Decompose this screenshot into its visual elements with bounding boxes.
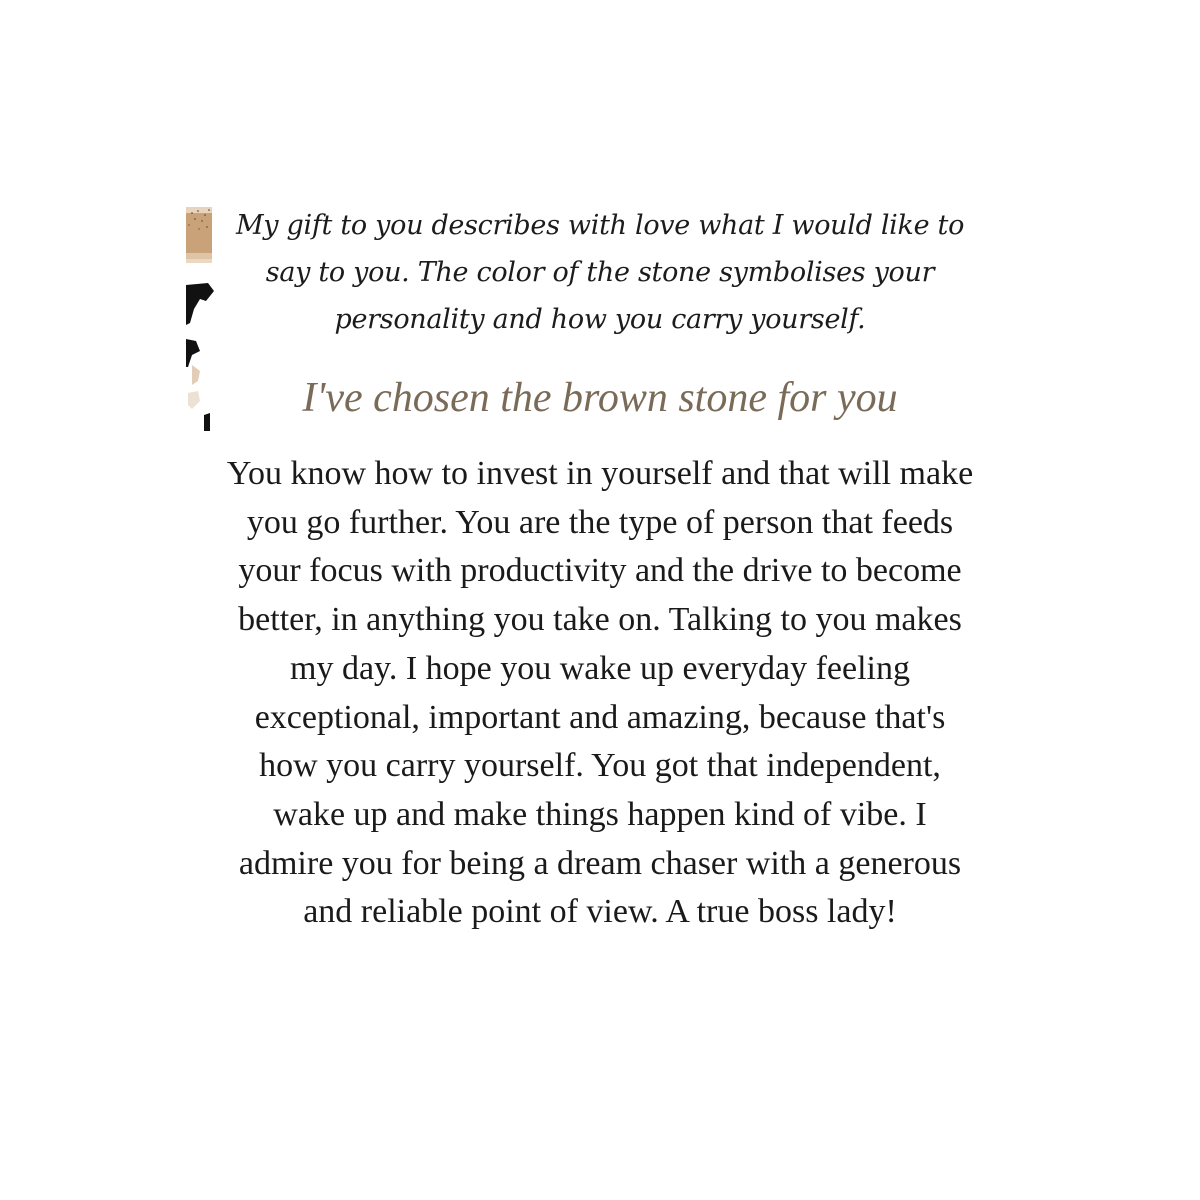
message-body: You know how to invest in yourself and that will make you go further. You are the type of person that feeds your focus with productivity and the drive to become better, in anything you take on. Talking to you makes my day. I hope you wake up everyday feeling exceptional, important and amazing, because that's how you carry yourself. You got that independent, wake up and make things happen kind of vibe. I admire you for being a dream chaser with a generous and reliable point of view. A true boss lady!: [226, 455, 974, 931]
stone-heading: I've chosen the brown stone for you: [302, 375, 898, 421]
intro-text: My gift to you describes with love what I would like to say to you. The color of the stone symbolises your personality and how you carry yourself.: [235, 210, 965, 335]
